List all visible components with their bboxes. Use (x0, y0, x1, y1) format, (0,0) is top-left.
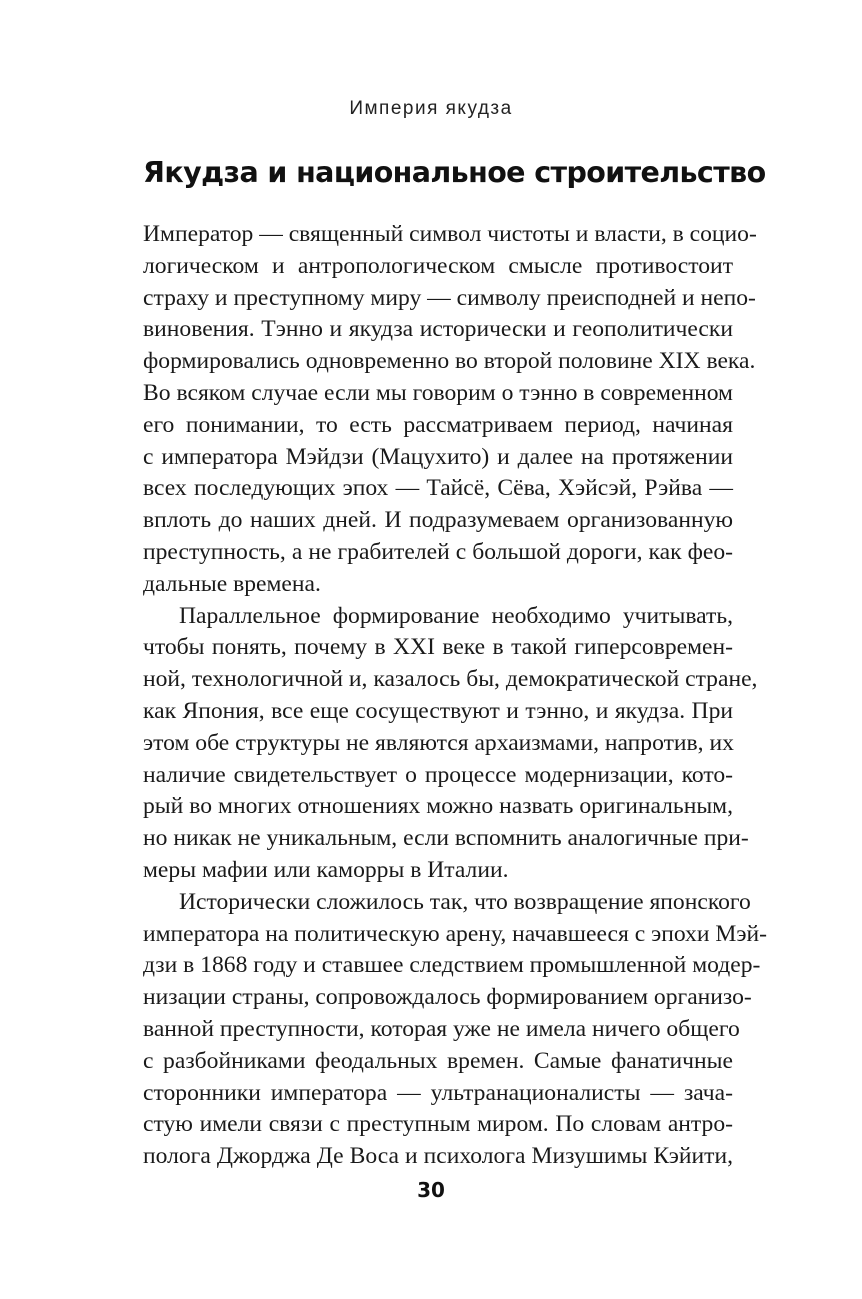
text-line: Исторически сложилось так, что возвращение японского (179, 888, 751, 915)
text-line: формировались одновременно во второй половине XIX века. (143, 348, 756, 375)
text-line: но никак не уникальным, если вспомнить аналогичные при- (143, 825, 749, 852)
text-line: чтобы понять, почему в XXI веке в такой гиперсовремен- (143, 634, 733, 661)
text-line: дальные времена. (143, 570, 321, 597)
text-line: Во всяком случае если мы говорим о тэнно в современном (143, 379, 733, 406)
body-text (143, 219, 767, 1173)
text-line: дзи в 1868 году и ставшее следствием промышленной модер- (143, 952, 761, 979)
text-line: стую имели связи с преступным миром. По словам антро- (143, 1111, 733, 1138)
text-line: Параллельное формирование необходимо учитывать, (179, 602, 733, 629)
text-line: его понимании, то есть рассматриваем период, начиная (143, 411, 733, 438)
text-line: сторонники императора — ультранационалисты — зача- (143, 1079, 733, 1106)
text-line: логическом и антропологическом смысле противостоит (143, 252, 733, 279)
text-line: вплоть до наших дней. И подразумеваем организованную (143, 507, 733, 534)
running-head: Империя якудза (349, 98, 513, 119)
text-line: виновения. Тэнно и якудза исторически и геополитически (143, 316, 733, 343)
text-line: преступность, а не грабителей с большой дороги, как фео- (143, 538, 733, 565)
page-number: 30 (417, 1178, 445, 1202)
text-line: ной, технологичной и, казалось бы, демократической стране, (143, 666, 758, 693)
text-line: всех последующих эпох — Тайсё, Сёва, Хэйсэй, Рэйва — (143, 475, 733, 502)
text-line: наличие свидетельствует о процессе модернизации, кото- (143, 761, 733, 788)
text-line: страху и преступному миру — символу преисподней и непо- (143, 284, 756, 311)
text-line: низации страны, сопровождалось формированием организо- (143, 984, 752, 1011)
text-line: как Япония, все еще сосуществуют и тэнно, и якудза. При (143, 697, 733, 724)
text-line: рый во многих отношениях можно назвать оригинальным, (143, 793, 733, 820)
text-line: с разбойниками феодальных времен. Самые фанатичные (143, 1047, 733, 1074)
text-line: Император — священный символ чистоты и власти, в социо- (143, 221, 757, 247)
text-line: императора на политическую арену, начавшееся с эпохи Мэй- (143, 920, 767, 947)
text-line: ванной преступности, которая уже не имела ничего общего (143, 1015, 740, 1042)
text-line: полога Джорджа Де Воса и психолога Мизушимы Кэйити, (143, 1143, 733, 1170)
text-line: с императора Мэйдзи (Мацухито) и далее на протяжении (143, 443, 733, 470)
chapter-title: Якудза и национальное строительство (143, 156, 766, 189)
text-line: меры мафии или каморры в Италии. (143, 856, 509, 883)
text-line: этом обе структуры не являются архаизмами, напротив, их (143, 729, 734, 756)
